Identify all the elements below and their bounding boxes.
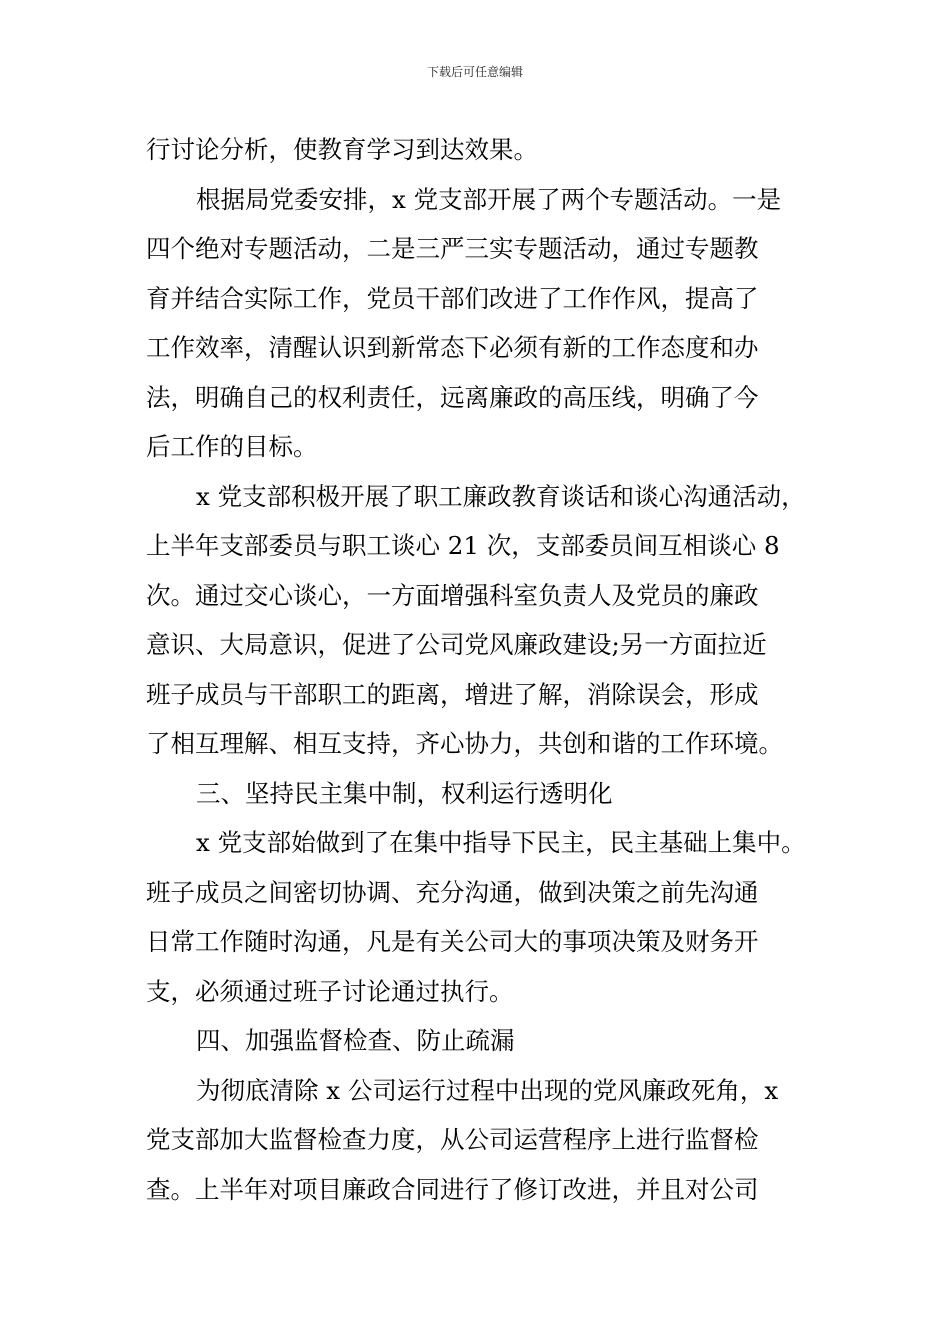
text-line: 上半年支部委员与职工谈心 21 次，支部委员间互相谈心 8 [146,531,780,560]
text-line: 班子成员之间密切协调、充分沟通，做到决策之前先沟通 [146,877,759,907]
section-heading: 三、坚持民主集中制，权利运行透明化 [196,778,613,808]
text-line: x 党支部始做到了在集中指导下民主，民主基础上集中。 [196,828,806,857]
text-line: 育并结合实际工作，党员干部们改进了工作作风，提高了 [146,283,759,313]
text-line: 为彻底清除 x 公司运行过程中出现的党风廉政死角，x [196,1075,779,1105]
text-line: 了相互理解、相互支持，齐心协力，共创和谐的工作环境。 [146,729,783,758]
text-line: 班子成员与干部职工的距离，增进了解，消除误会，形成 [146,679,759,709]
document-body [146,125,836,1214]
page-header: 下载后可任意编辑 [426,65,523,79]
text-line: 四个绝对专题活动，二是三严三实专题活动，通过专题教 [146,234,759,263]
text-line: 党支部加大监督检查力度，从公司运营程序上进行监督检 [146,1125,759,1154]
text-line: 日常工作随时沟通，凡是有关公司大的事项决策及财务开 [146,927,759,956]
text-line: 意识、大局意识，促进了公司党风廉政建设;另一方面拉近 [146,630,767,659]
text-line: 支，必须通过班子讨论通过执行。 [146,976,514,1006]
text-line: 法，明确自己的权利责任，远离廉政的高压线，明确了今 [146,382,759,412]
text-line: 次。通过交心谈心，一方面增强科室负责人及党员的廉政 [146,580,759,610]
text-line: 根据局党委安排，x 党支部开展了两个专题活动。一是 [196,184,782,214]
text-line: 后工作的目标。 [146,432,318,461]
text-line: 工作效率，清醒认识到新常态下必须有新的工作态度和办 [146,333,759,362]
text-line: 行讨论分析，使教育学习到达效果。 [146,135,538,164]
text-line: x 党支部积极开展了职工廉政教育谈话和谈心沟通活动， [196,481,806,511]
text-line: 查。上半年对项目廉政合同进行了修订改进，并且对公司 [146,1174,759,1204]
section-heading: 四、加强监督检查、防止疏漏 [196,1026,515,1055]
